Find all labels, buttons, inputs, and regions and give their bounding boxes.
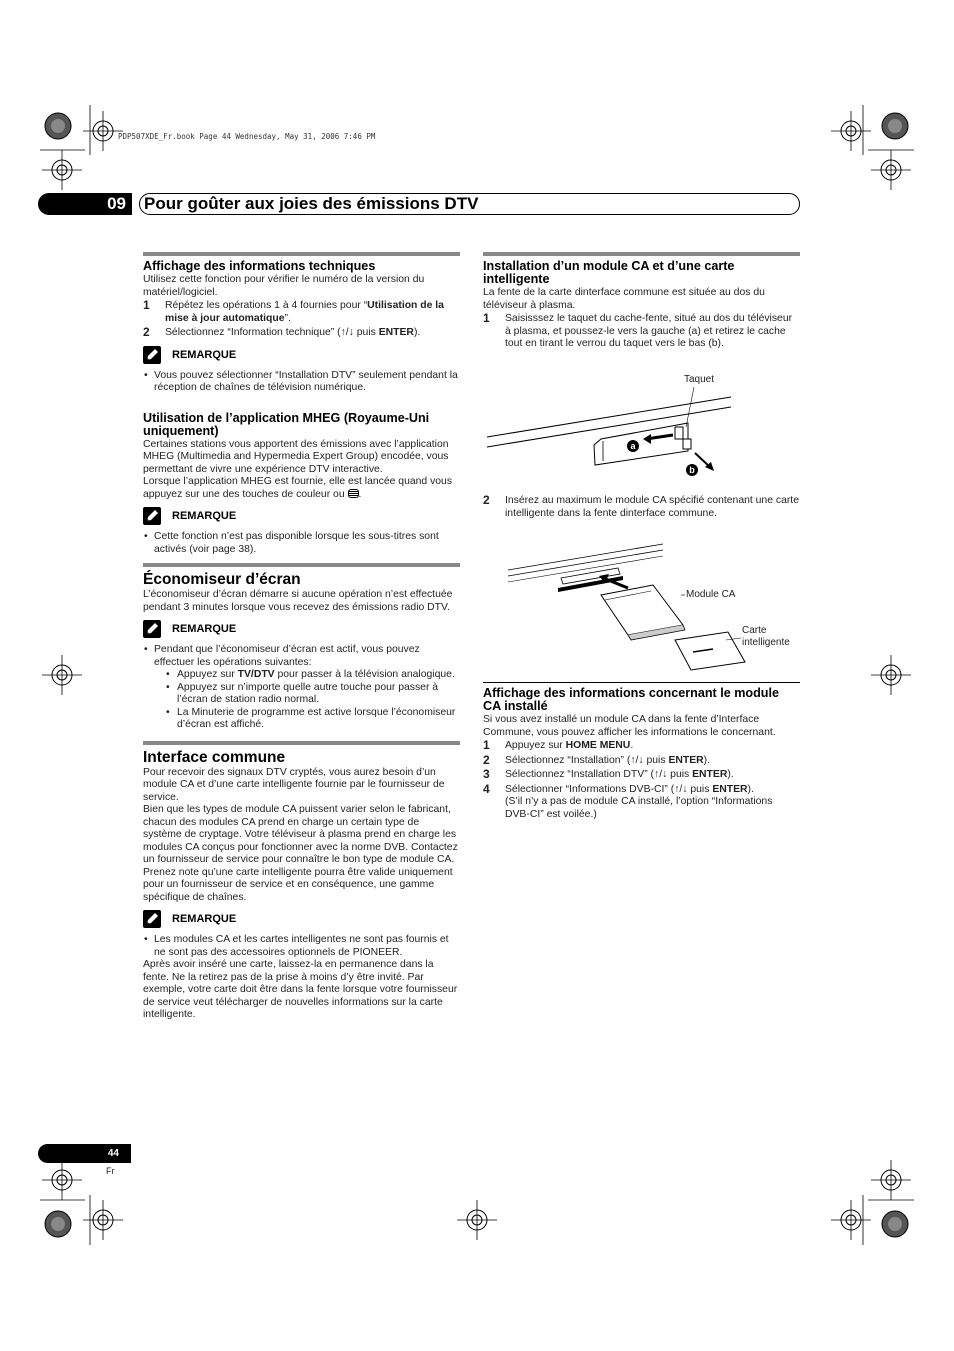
step-text-mid: puis <box>667 769 693 780</box>
label-carte-intelligente: Carte intelligente <box>742 625 790 648</box>
right-step-2 <box>483 494 800 522</box>
step-number: 2 <box>483 752 490 767</box>
section-rule <box>143 563 460 567</box>
paragraph-end: . <box>358 488 362 500</box>
figure-slot-cover <box>483 365 800 490</box>
section-title: Affichage des informations techniques <box>143 259 376 273</box>
step-number: 1 <box>483 311 490 325</box>
step-number: 1 <box>483 738 490 752</box>
step-text-end: ). <box>727 769 734 780</box>
note-bullet: • Les modules CA et les cartes intelligentes ne sont pas fournis et ne sont pas des accessoires optionnels de PIONEER. <box>143 934 460 959</box>
enter-key-label: ENTER <box>712 783 748 795</box>
enter-key-label: ENTER <box>378 327 414 338</box>
step-4 <box>483 781 800 822</box>
note-label: REMARQUE <box>172 348 237 361</box>
arrow-up-down-icon: ↑/↓ <box>654 769 668 780</box>
right-section-ca-info <box>483 682 800 823</box>
step-number: 3 <box>483 767 490 781</box>
chapter-title: Pour goûter aux joies des émissions DTV <box>144 194 479 213</box>
sub-bullet-text: Appuyez sur <box>177 669 238 680</box>
step-text: Sélectionnez “Installation DTV” ( <box>505 769 654 780</box>
step-text-mid: puis <box>353 327 379 338</box>
note-bullet: • Cette fonction n’est pas disponible lorsque les sous-titres sont activés (voir page 38). <box>143 531 460 556</box>
note-pencil-icon <box>143 507 161 525</box>
step-3 <box>483 769 800 782</box>
section-rule <box>483 252 800 256</box>
section-common-interface <box>143 741 460 1022</box>
left-column <box>143 252 460 1022</box>
step-text: Sélectionnez “Installation” ( <box>505 754 631 766</box>
step-text-mid: puis <box>687 783 713 795</box>
step-2 <box>483 752 800 768</box>
figure-ca-module <box>483 540 800 680</box>
label-taquet: Taquet <box>684 374 715 385</box>
arrow-up-down-icon: ↑/↓ <box>674 783 688 795</box>
note-pencil-icon <box>143 910 161 928</box>
page-number: 44 <box>38 1144 131 1163</box>
step-1 <box>143 300 460 325</box>
step-link-text: Utilisation de la mise à jour automatique <box>165 300 444 324</box>
step-text: Appuyez sur <box>505 740 566 751</box>
sub-bullet-text-end: pour passer à la télévision analogique. <box>274 669 455 680</box>
paragraph: La fente de la carte dinterface commune est située au dos du téléviseur à plasma. <box>483 287 765 311</box>
step-number: 1 <box>143 298 150 312</box>
note-label: REMARQUE <box>172 913 237 925</box>
note-header <box>143 620 460 640</box>
enter-key-label: ENTER <box>692 769 728 780</box>
note-label: REMARQUE <box>172 510 237 522</box>
step-text: Sélectionnez “Information technique” ( <box>165 327 341 338</box>
step-text-end: . <box>630 740 634 751</box>
note-bullet: • Vous pouvez sélectionner “Installation DTV” seulement pendant la réception de chaînes de télévision numérique. <box>143 370 460 395</box>
paragraph: Utilisez cette fonction pour vérifier le numéro de la version du matériel/logiciel. <box>143 274 425 298</box>
arrow-up-down-icon: ↑/↓ <box>630 754 644 766</box>
paragraph: Bien que les types de module CA puissent varier selon le fabricant, chacun des modules CA prend en charge un certain type de système de cryptage. Votre téléviseur à plasma prend en charge les modules CA conçus pour fonctionner avec la norme DVB. Contactez un fournisseur de service pour connaître le bon type de module CA. <box>143 804 458 865</box>
section-screensaver <box>143 563 460 732</box>
section-rule <box>143 252 460 256</box>
label-a: a <box>627 440 639 452</box>
section-title: Installation d’un module CA et d’une carte intelligente <box>483 259 735 286</box>
paragraph: Prenez note qu’une carte intelligente pourra être valide uniquement pour un fournisseur de service et en conséquence, une gamme spécifique de chaînes. <box>143 866 453 903</box>
step-2 <box>143 327 460 340</box>
note-pencil-icon <box>143 620 161 638</box>
step-text-mid: puis <box>643 754 669 766</box>
note-header <box>143 507 460 527</box>
text-button-icon <box>348 489 359 498</box>
enter-key-label: ENTER <box>668 754 704 766</box>
home-menu-key-label: HOME MENU <box>565 740 631 751</box>
section-title: Utilisation de l’application MHEG (Royaume-Uni uniquement) <box>143 410 430 438</box>
paragraph: Certaines stations vous apportent des émissions avec l’application MHEG (Multimedia and Hypermedia Expert Group) encodée, vous permettant de vivre une expérience DTV interactive. <box>143 438 449 475</box>
paragraph: Pour recevoir des signaux DTV cryptés, vous aurez besoin d’un module CA et d’une carte intelligente fournie par le fournisseur de service. <box>143 766 445 803</box>
section-ca-install <box>483 252 800 351</box>
ca-module-illustration <box>483 540 800 680</box>
note-header <box>143 346 460 366</box>
step-2 <box>483 495 800 520</box>
step-number: 2 <box>143 325 150 339</box>
step-text-end: ). <box>747 783 754 795</box>
note-header <box>143 910 460 930</box>
paragraph <box>143 476 460 501</box>
section-rule <box>143 741 460 745</box>
slot-cover-illustration <box>483 365 800 490</box>
step-text-end: ”. <box>284 312 291 324</box>
arrow-up-down-icon: ↑/↓ <box>340 327 354 338</box>
section-ca-info <box>483 682 800 821</box>
step-text: Sélectionner “Informations DVB-CI” ( <box>505 783 675 795</box>
section-title: Économiseur d’écran <box>143 571 301 588</box>
right-column <box>483 252 800 353</box>
step-1 <box>483 740 800 753</box>
paragraph-text: Lorsque l’application MHEG est fournie, elle est lancée quand vous appuyez sur une des touches de couleur ou <box>143 476 453 500</box>
paragraph: Après avoir inséré une carte, laissez-la en permanence dans la fente. Ne la retirez pas de la prise à moins d’y être invité. Par exemple, votre carte doit être dans la fente lorsque votre fournisseur de service veut télécharger de nouvelles informations sur la carte intelligente. <box>143 959 458 1020</box>
note-pencil-icon <box>143 346 161 364</box>
step-text-end: ). <box>413 327 421 338</box>
note-label: REMARQUE <box>172 623 237 635</box>
step-number: 2 <box>483 493 490 507</box>
tv-dtv-key-label: TV/DTV <box>237 669 275 680</box>
sub-bullet: • Appuyez sur n’importe quelle autre touche pour passer à l’écran de station radio normal. <box>143 682 460 707</box>
step-note: (S’il n’y a pas de module CA installé, l’option “Informations DVB-CI” est voilée.) <box>505 796 773 820</box>
label-module-ca: Module CA <box>686 589 736 600</box>
sub-bullet <box>143 669 460 682</box>
section-title: Interface commune <box>143 748 286 766</box>
step-text: Répétez les opérations 1 à 4 fournies pour “ <box>165 300 368 311</box>
chapter-number: 09 <box>38 193 132 215</box>
step-1 <box>483 313 800 351</box>
section-mheg <box>143 412 460 557</box>
step-number: 4 <box>483 781 490 796</box>
step-text-end: ). <box>703 754 711 766</box>
note-bullet: • Pendant que l’économiseur d’écran est actif, vous pouvez effectuer les opérations suivantes: <box>143 644 460 669</box>
section-rule <box>483 682 800 683</box>
section-technical-info <box>143 252 460 395</box>
paragraph: L’économiseur d’écran démarre si aucune opération n’est effectuée pendant 3 minutes lorsque vous recevez des émissions radio DTV. <box>143 589 453 613</box>
paragraph: Si vous avez installé un module CA dans la fente d’Interface Commune, vous pouvez afficher les informations le concernant. <box>483 714 776 738</box>
file-info: PDP507XDE_Fr.book Page 44 Wednesday, May 31, 2006 7:46 PM <box>118 132 376 141</box>
section-title: Affichage des informations concernant le module CA installé <box>483 686 780 713</box>
step-text: Insérez au maximum le module CA spécifié contenant une carte intelligente dans la fente dinterface commune. <box>505 495 799 519</box>
sub-bullet: • La Minuterie de programme est active lorsque l’économiseur d’écran est affiché. <box>143 707 460 732</box>
label-b: b <box>686 464 698 476</box>
step-text: Saisisssez le taquet du cache-fente, situé au dos du téléviseur à plasma, et poussez-le vers la gauche (a) et retirez le cache tout en tirant le verrou du taquet vers le bas (b). <box>505 313 793 349</box>
language-code: Fr <box>106 1166 115 1176</box>
